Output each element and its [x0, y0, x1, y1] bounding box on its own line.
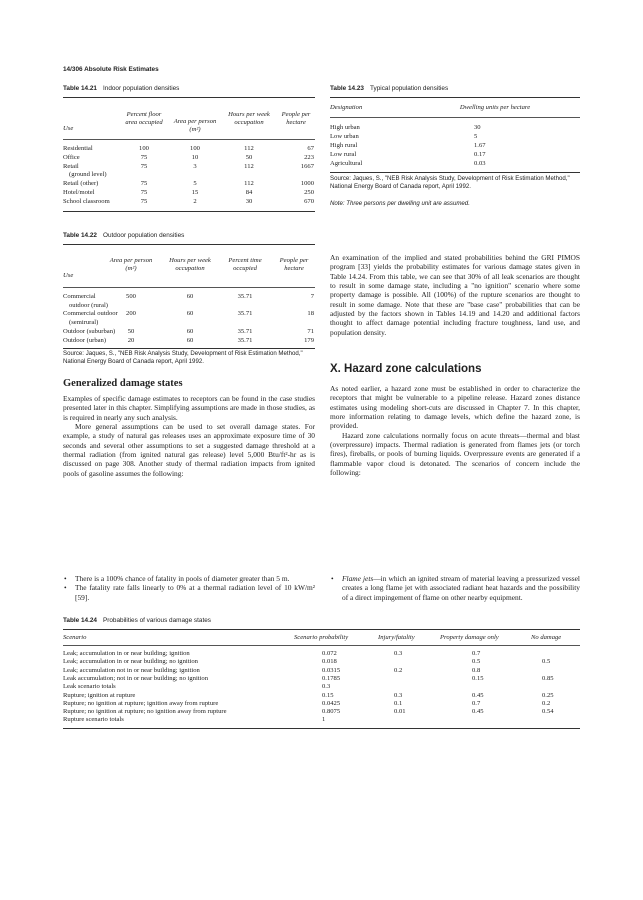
table-cell: 75: [140, 198, 148, 205]
table-label: Table 14.21: [63, 85, 97, 92]
table-cell: 84: [245, 189, 253, 196]
table-rule: [63, 348, 315, 349]
table-cell: 10: [191, 154, 199, 161]
col-header: No damage: [531, 634, 562, 641]
section-x-bullets: [330, 574, 580, 602]
table-rule: [63, 728, 580, 729]
table-cell: (ground level): [69, 171, 107, 178]
table-cell: 35.71: [237, 293, 253, 300]
table-cell: Agricultural: [330, 160, 363, 167]
col-header: Hours per week occupation: [228, 111, 270, 127]
table-cell: Low urban: [330, 133, 359, 140]
bullet-item: [330, 574, 580, 602]
table-cell: 2: [193, 198, 197, 205]
table-cell: 18: [307, 310, 314, 317]
table-cell: 0.0425: [322, 699, 341, 707]
table-cell: 0.3: [322, 683, 331, 691]
table-cell: Outdoor (suburban): [63, 328, 116, 335]
table-cell: 0.2: [394, 666, 403, 674]
table-cell: 0.8075: [322, 708, 341, 716]
table-14-21-caption: [63, 85, 179, 92]
table-cell: 1000: [300, 180, 314, 187]
table-cell: Rupture; no ignition at rupture; no ignition away from rupture: [63, 708, 227, 716]
paragraph: More general assumptions can be used to set overall damage states. For example, a study of natural gas releases uses an approximate exposure time of 30 seconds and several other assumptions to set a suggested damage threshold at a thermal radiation (from ignited natural gas release) level 5,000 Btu/ft²-hr as is discussed on page 308. Another study of thermal radiation impacts from ignited pools of gasoline assumes the following:: [63, 422, 315, 478]
table-cell: Residential: [63, 145, 93, 152]
col-header: People per hectare: [281, 111, 311, 127]
col-header: Injury/fatality: [378, 634, 415, 641]
table-cell: 112: [244, 145, 254, 152]
table-cell: 200: [126, 310, 136, 317]
table-cell: 1.67: [474, 142, 486, 149]
table-cell: 0.0315: [322, 666, 341, 674]
col-header: Area per person (m²): [109, 257, 153, 273]
table-cell: Low rural: [330, 151, 357, 158]
table-cell: 0.1: [394, 699, 403, 707]
table-rule: [63, 139, 315, 140]
table-cell: 50: [127, 328, 135, 335]
table-cell: 60: [186, 293, 194, 300]
table-cell: 20: [127, 336, 135, 344]
table-14-22-caption: [63, 232, 184, 239]
table-cell: 0.7: [472, 650, 481, 657]
table-cell: 0.03: [474, 160, 486, 167]
table-cell: 7: [310, 293, 314, 300]
table-cell: Retail (other): [63, 180, 99, 187]
table-cell: 0.8: [472, 666, 481, 674]
col-header: Dwelling units per hectare: [459, 104, 531, 111]
table-cell: High urban: [330, 124, 360, 131]
table-cell: 250: [304, 189, 314, 196]
col-header: Use: [63, 125, 74, 132]
table-cell: Leak scenario totals: [63, 683, 116, 691]
table-cell: 0.1785: [322, 674, 341, 682]
table-cell: 35.71: [237, 310, 253, 317]
col-header: People per hectare: [279, 257, 309, 273]
table-cell: Retail: [63, 162, 79, 170]
table-cell: 0.2: [542, 699, 551, 707]
table-rule: [330, 117, 580, 118]
col-header: Percent floor area occupied: [125, 111, 163, 127]
table-cell: 50: [245, 154, 253, 161]
page-header: 14/306 Absolute Risk Estimates: [63, 66, 159, 73]
paragraph: As noted earlier, a hazard zone must be established in order to characterize the receptors that might be vulnerable to a pipeline release. Hazard zones distance estimates using modeling short-cuts are discussed in Chapter 7. In this chapter, more information relating to damage levels, which define the hazard zone, is provided.: [330, 384, 580, 431]
table-cell: 0.7: [472, 699, 481, 707]
table-cell: Office: [63, 154, 80, 161]
table-cell: 30: [474, 124, 481, 131]
section-heading: Generalized damage states: [63, 378, 183, 389]
table-label: Table 14.23: [330, 85, 364, 92]
table-cell: 0.45: [472, 708, 484, 716]
table-cell: 71: [307, 328, 314, 335]
table-cell: 0.5: [472, 658, 481, 666]
table-rule: [330, 172, 580, 173]
table-cell: 0.01: [394, 708, 406, 716]
generalized-bullets: [63, 574, 315, 602]
section-heading: X. Hazard zone calculations: [330, 363, 482, 375]
bullet-term: Flame jets: [342, 574, 374, 583]
table-label: Table 14.24: [63, 617, 97, 624]
table-cell: School classroom: [63, 198, 110, 205]
table-cell: 0.85: [542, 674, 554, 682]
table-cell: Rupture scenario totals: [63, 716, 124, 724]
table-cell: 0.3: [394, 691, 403, 699]
table-cell: Commercial outdoor: [63, 310, 118, 317]
table-cell: Rupture; ignition at rupture: [63, 691, 136, 699]
col-header: Use: [63, 272, 74, 279]
right-intro: An examination of the implied and stated probabilities behind the GRI PIMOS program [33] yields the probability estimates for various damage states given in Table 14.24. From this table, we can see that 30% of all leak scenarios are thought to result in some damage state, including a "no ignition" scenario where some property damage is possible. All (100%) of the rupture scenarios are thought to result in some damage. Note that these are "base case" probabilities that can be adjusted by the factors shown in Tables 14.19 and 14.20 and additional factors thought to affect damage potential including fracture toughness, land use, and population density.: [330, 253, 580, 337]
table-cell: Leak; accumulation in or near building; no ignition: [63, 658, 198, 666]
table-cell: 15: [191, 189, 199, 196]
bullet-item: • There is a 100% chance of fatality in pools of diameter greater than 5 m.: [63, 574, 315, 583]
table-rule: [63, 244, 315, 245]
table-cell: Outdoor (urban): [63, 336, 107, 344]
table-cell: 112: [244, 162, 254, 170]
table-cell: 0.15: [472, 674, 484, 682]
table-cell: 179: [304, 336, 314, 344]
table-cell: Commercial: [63, 293, 96, 300]
col-header: Scenario: [63, 634, 87, 641]
col-header: Property damage only: [440, 634, 499, 641]
table-cell: 75: [140, 162, 148, 170]
table-cell: Hotel/motel: [63, 189, 95, 196]
table-cell: Rupture; no ignition at rupture; ignition away from rupture: [63, 699, 219, 707]
table-cell: 1: [322, 716, 326, 724]
table-cell: 0.45: [472, 691, 484, 699]
table-cell: 670: [304, 198, 314, 205]
col-header: Designation: [330, 104, 363, 111]
paragraph: Examples of specific damage estimates to receptors can be found in the case studies presented later in this chapter. Simplifying assumptions are made in those studies, as is required in nearly any such analysis.: [63, 394, 315, 422]
table-note: Note: Three persons per dwelling unit are assumed.: [330, 200, 470, 207]
table-cell: 500: [126, 293, 136, 300]
table-cell: outdoor (rural): [69, 301, 108, 309]
table-rule: [63, 211, 315, 212]
table-cell: 5: [474, 133, 478, 140]
table-cell: 0.15: [322, 691, 334, 699]
table-rule: [63, 645, 580, 646]
table-cell: 60: [186, 336, 194, 344]
table-rule: [63, 97, 315, 98]
table-rule: [63, 629, 580, 630]
table-cell: 0.25: [542, 691, 554, 699]
table-cell: 75: [140, 154, 148, 161]
table-title: Probabilities of various damage states: [102, 617, 211, 624]
table-cell: Leak accumulation; not in or near building; no ignition: [63, 674, 209, 682]
table-cell: High rural: [330, 142, 358, 149]
table-14-24-caption: [63, 617, 211, 624]
table-cell: 35.71: [237, 328, 253, 335]
table-source: Source: Jaques, S., "NEB Risk Analysis Study, Development of Risk Estimation Method," National Energy Board of Canada report, April 1992.: [330, 175, 570, 190]
table-rule: [63, 287, 315, 288]
table-cell: 0.17: [474, 151, 486, 158]
col-header: Scenario probability: [294, 634, 349, 641]
table-cell: 100: [190, 145, 200, 152]
table-cell: 30: [245, 198, 253, 205]
bullet-item: • The fatality rate falls linearly to 0% at a thermal radiation level of 10 kW/m² [59].: [63, 583, 315, 602]
col-header: Area per person (m²): [173, 118, 217, 134]
table-rule: [330, 97, 580, 98]
table-cell: 0.072: [322, 650, 337, 657]
table-cell: 3: [193, 162, 197, 170]
table-cell: 75: [140, 189, 148, 196]
table-cell: 0.54: [542, 708, 554, 716]
table-cell: 67: [307, 145, 314, 152]
table-label: Table 14.22: [63, 232, 97, 239]
generalized-text: [63, 394, 315, 478]
table-cell: 100: [139, 145, 149, 152]
paragraph: Hazard zone calculations normally focus on acute threats—thermal and blast (overpressure) impacts. Thermal radiation is generated from flames jets (or torch fires), fireballs, or pools of burning liquids. Overpressure events are generated if a flammable vapor cloud is detonated. The scenarios of concern include the following:: [330, 430, 580, 478]
table-cell: (semirural): [69, 318, 99, 326]
table-title: Typical population densities: [369, 85, 449, 92]
table-cell: 223: [304, 154, 314, 161]
table-cell: Leak; accumulation not in or near building; ignition: [63, 666, 200, 674]
col-header: Hours per week occupation: [169, 257, 211, 273]
table-cell: Leak; accumulation in or near building; ignition: [63, 650, 190, 657]
table-cell: 5: [193, 180, 197, 187]
table-cell: 0.018: [322, 658, 337, 666]
table-cell: 75: [140, 180, 148, 187]
bullet-text: —in which an ignited stream of material leaving a pressurized vessel creates a long flame jet with associated radiant heat hazards and the possibility of a direct impingement of flame on other nearby equipment.: [342, 574, 580, 602]
section-x-text: [330, 384, 580, 477]
table-title: Indoor population densities: [102, 85, 180, 92]
table-title: Outdoor population densities: [102, 232, 185, 239]
col-header: Percent time occupied: [228, 257, 262, 273]
table-14-23-caption: [330, 85, 448, 92]
table-cell: 112: [244, 180, 254, 187]
table-cell: 1667: [300, 162, 314, 170]
table-source: Source: Jaques, S., "NEB Risk Analysis Study, Development of Risk Estimation Method," National Energy Board of Canada report, April 1992.: [63, 350, 303, 365]
table-cell: 0.3: [394, 650, 403, 657]
table-cell: 0.5: [542, 658, 551, 666]
table-cell: 60: [186, 310, 194, 317]
table-cell: 60: [186, 328, 194, 335]
table-cell: 35.71: [237, 336, 253, 344]
